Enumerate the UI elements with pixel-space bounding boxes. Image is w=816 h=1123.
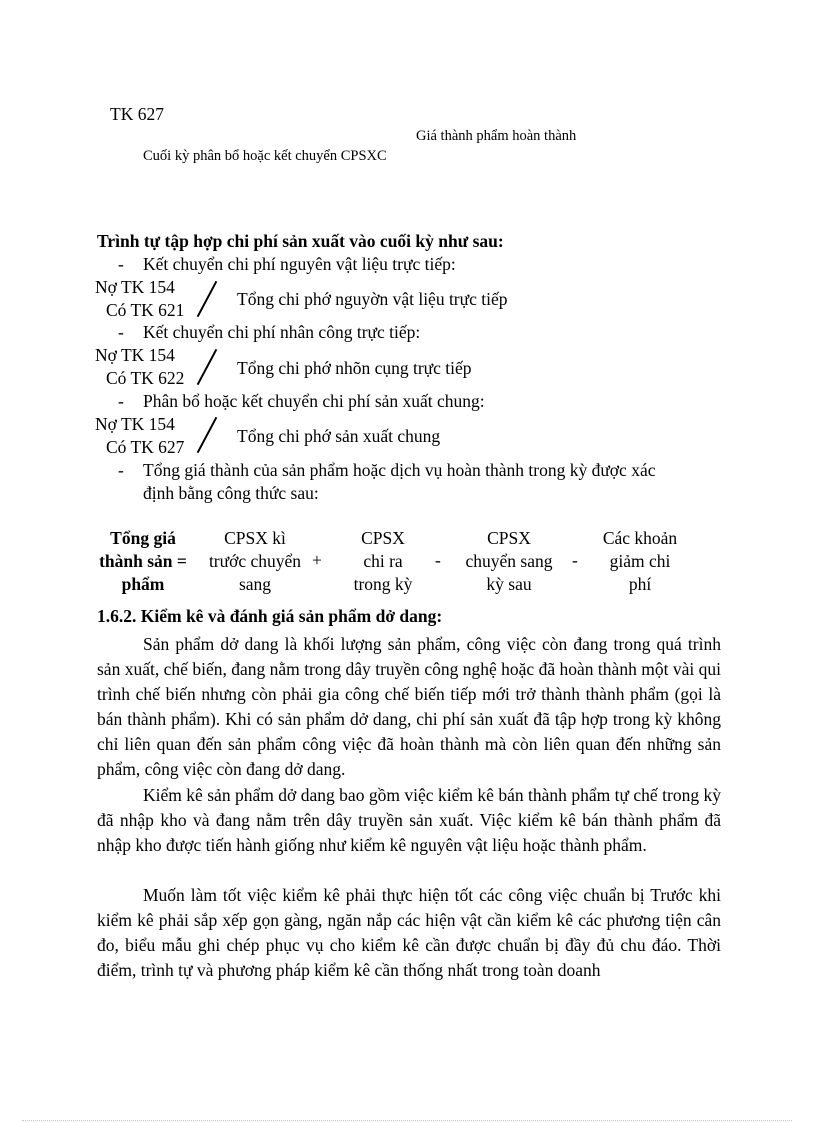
end-period-allocation-label: Cuối kỳ phân bổ hoặc kết chuyển CPSXC — [143, 148, 387, 164]
debit-account: Nợ TK 154 — [95, 277, 175, 297]
credit-account: Có TK 621 — [106, 300, 185, 320]
item-text: Phân bổ hoặc kết chuyển chi phí sản xuất chung: — [143, 391, 485, 411]
slash-divider — [197, 417, 218, 453]
section-heading: 1.6.2. Kiểm kê và đánh giá sản phẩm dở dang: — [97, 606, 443, 626]
item-text: Kết chuyển chi phí nguyên vật liệu trực tiếp: — [143, 254, 456, 274]
paragraph: Kiểm kê sản phẩm dở dang bao gồm việc kiểm kê bán thành phẩm tự chế trong kỳ đã nhập kho và đang nằm trên dây truyền sản xuất. Việc kiểm kê bán thành phẩm đã nhập kho được tiến hành giống như kiểm kê nguyên vật liệu hoặc thành phẩm. — [97, 785, 721, 855]
bullet-dash: - — [118, 460, 124, 480]
credit-account: Có TK 622 — [106, 368, 185, 388]
formula-minus-sign: - — [435, 550, 441, 570]
sequence-heading: Trình tự tập hợp chi phí sản xuất vào cuối kỳ như sau: — [97, 231, 504, 251]
item-text: Kết chuyển chi phí nhân công trực tiếp: — [143, 322, 421, 342]
formula-plus-sign: + — [312, 550, 322, 570]
credit-account: Có TK 627 — [106, 437, 185, 457]
formula-term-incurred: CPSX chi ra trong kỳ — [353, 528, 413, 594]
bullet-dash: - — [118, 322, 124, 342]
debit-account: Nợ TK 154 — [95, 414, 175, 434]
formula-lhs: Tổng giá thành sản = phẩm — [99, 528, 187, 594]
formula-minus-sign: - — [572, 550, 578, 570]
finished-product-cost-label: Giá thành phẩm hoàn thành — [416, 128, 577, 144]
entry-amount: Tổng chi phớ nguyờn vật liệu trực tiếp — [237, 289, 508, 309]
total-cost-text-line2: định bằng công thức sau: — [143, 483, 319, 503]
slash-divider — [197, 349, 218, 385]
paragraph: Sản phẩm dở dang là khối lượng sản phẩm, công việc còn đang trong quá trình sản xuất, chế biến, đang nằm trong dây truyền công nghệ hoặc đã hoàn thành một vài qui trình chế biến nhưng còn phải gia công chế biến tiếp mới trở thành thành phẩm (gọi là bán thành phẩm). Khi có sản phẩm dở dang, chi phí sản xuất đã tập hợp trong kỳ không chỉ liên quan đến sản phẩm công việc đã hoàn thành mà còn liên quan đến những sản phẩm, công việc còn đang dở dang. — [97, 634, 721, 779]
formula-term-prior-wip: CPSX kì trước chuyển sang — [208, 528, 302, 594]
slash-divider — [197, 281, 218, 317]
tk-627-label: TK 627 — [110, 104, 164, 124]
page-footer-rule — [22, 1120, 792, 1121]
bullet-dash: - — [118, 391, 124, 411]
paragraph: Muốn làm tốt việc kiểm kê phải thực hiện tốt các công việc chuẩn bị Trước khi kiểm kê phải sắp xếp gọn gàng, ngăn nắp các hiện vật cần kiểm kê các phương tiện cân đo, biểu mẫu ghi chép phục vụ cho kiểm kê cần được chuẩn bị đầy đủ chu đáo. Thời điểm, trình tự và phương pháp kiểm kê cần thống nhất trong toàn doanh — [97, 885, 721, 980]
formula-term-deductions: Các khoản giảm chi phí — [602, 528, 678, 594]
entry-amount: Tổng chi phớ sản xuất chung — [237, 426, 441, 446]
total-cost-text-line1: Tổng giá thành của sản phẩm hoặc dịch vụ hoàn thành trong kỳ được xác — [143, 460, 656, 480]
bullet-dash: - — [118, 254, 124, 274]
formula-term-next-wip: CPSX chuyển sang kỳ sau — [465, 528, 553, 594]
entry-amount: Tổng chi phớ nhõn cụng trực tiếp — [237, 358, 472, 378]
debit-account: Nợ TK 154 — [95, 345, 175, 365]
